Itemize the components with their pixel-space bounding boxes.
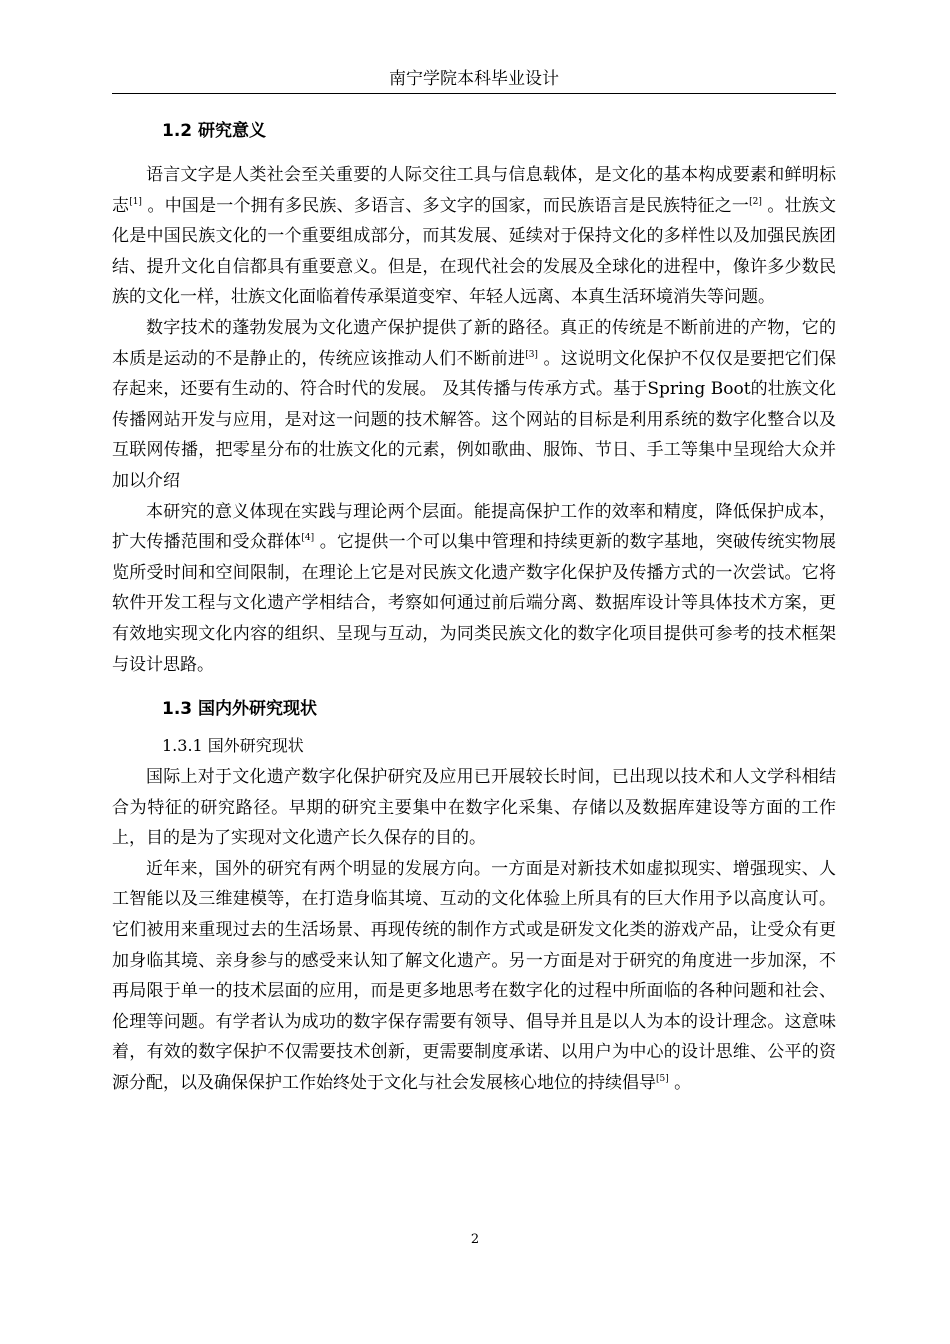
paragraph: 国际上对于文化遗产数字化保护研究及应用已开展较长时间，已出现以技术和人文学科相结合为特征的研究路径。早期的研究主要集中在数字化采集、存储以及数据库建设等方面的工作上，目的是为了实现对文化遗产长久保存的目的。 bbox=[112, 767, 836, 849]
page-header: 南宁学院本科毕业设计 bbox=[389, 69, 559, 89]
paragraph bbox=[112, 854, 836, 1099]
header-rule bbox=[112, 93, 836, 94]
paragraph-text: 本研究的意义体现在实践与理论两个层面。能提高保护工作的效率和精度，降低保护成本，扩大传播范围和受众群体 bbox=[112, 501, 836, 553]
citation-ref: [1] bbox=[129, 196, 142, 207]
citation-ref: [2] bbox=[749, 196, 762, 207]
paragraph-text: 。它提供一个可以集中管理和持续更新的数字基地，突破传统实物展览所受时间和空间限制，在理论上它是对民族文化遗产数字化保护及传播方式的一次尝试。它将软件开发工程与文化遗产学相结合，考察如何通过前后端分离、数据库设计等具体技术方案，更有效地实现文化内容的组织、呈现与互动，为同类民族文化的数字化项目提供可参考的技术框架与设计思路。 bbox=[112, 532, 836, 675]
paragraph-text: 。 bbox=[668, 1073, 692, 1094]
citation-ref: [3] bbox=[525, 349, 538, 360]
paragraph-text: 。这说明文化保护不仅仅是要把它们保存起来，还要有生动的、符合时代的发展。 及其传播与传承方式。基于Spring Boot的壮族文化传播网站开发与应用，是对这一问题的技术解答。这个网站的目标是利用系统的数字化整合以及互联网传播，把零星分布的壮族文化的元素，例如歌曲、服饰、节日、手工等集中呈现给大众并加以介绍 bbox=[112, 348, 837, 491]
paragraph-text: 语言文字是人类社会至关重要的人际交往工具与信息载体，是文化的基本构成要素和鲜明标志 bbox=[112, 165, 836, 216]
subsection-heading-1-3-1: 1.3.1 国外研究现状 bbox=[162, 736, 304, 756]
section-heading-1-3: 1.3 国内外研究现状 bbox=[162, 699, 318, 720]
paragraph bbox=[112, 160, 836, 313]
paragraph-text: 数字技术的蓬勃发展为文化遗产保护提供了新的路径。真正的传统是不断前进的产物，它的本质是运动的不是静止的，传统应该推动人们不断前进 bbox=[112, 317, 836, 369]
section-heading-1-2: 1.2 研究意义 bbox=[162, 121, 267, 141]
paragraph bbox=[112, 497, 836, 681]
page-body bbox=[112, 110, 836, 1099]
paragraph-text: 近年来，国外的研究有两个明显的发展方向。一方面是对新技术如虚拟现实、增强现实、人工智能以及三维建模等，在打造身临其境、互动的文化体验上所具有的巨大作用予以高度认可。它们被用来重现过去的生活场景、再现传统的制作方式或是研发文化类的游戏产品，让受众有更加身临其境、亲身参与的感受来认知了解文化遗产。另一方面是对于研究的角度进一步加深，不再局限于单一的技术层面的应用，而是更多地思考在数字化的过程中所面临的各种问题和社会、伦理等问题。有学者认为成功的数字保存需要有领导、倡导并且是以人为本的设计理念。这意味着，有效的数字保护不仅需要技术创新，更需要制度承诺、以用户为中心的设计思维、公平的资源分配，以及确保保护工作始终处于文化与社会发展核心地位的持续倡导 bbox=[112, 858, 836, 1094]
paragraph bbox=[112, 313, 836, 497]
paragraph-text: 。壮族文化是中国民族文化的一个重要组成部分，而其发展、延续对于保持文化的多样性以及加强民族团结、提升文化自信都具有重要意义。但是，在现代社会的发展及全球化的进程中，像许多少数民族的文化一样，壮族文化面临着传承渠道变窄、年轻人远离、本真生活环境消失等问题。 bbox=[112, 195, 836, 308]
page-number: 2 bbox=[470, 1232, 480, 1247]
paragraph-text: 。中国是一个拥有多民族、多语言、多文字的国家，而民族语言是民族特征之一 bbox=[141, 195, 750, 216]
citation-ref: [5] bbox=[656, 1074, 669, 1085]
citation-ref: [4] bbox=[301, 533, 315, 544]
